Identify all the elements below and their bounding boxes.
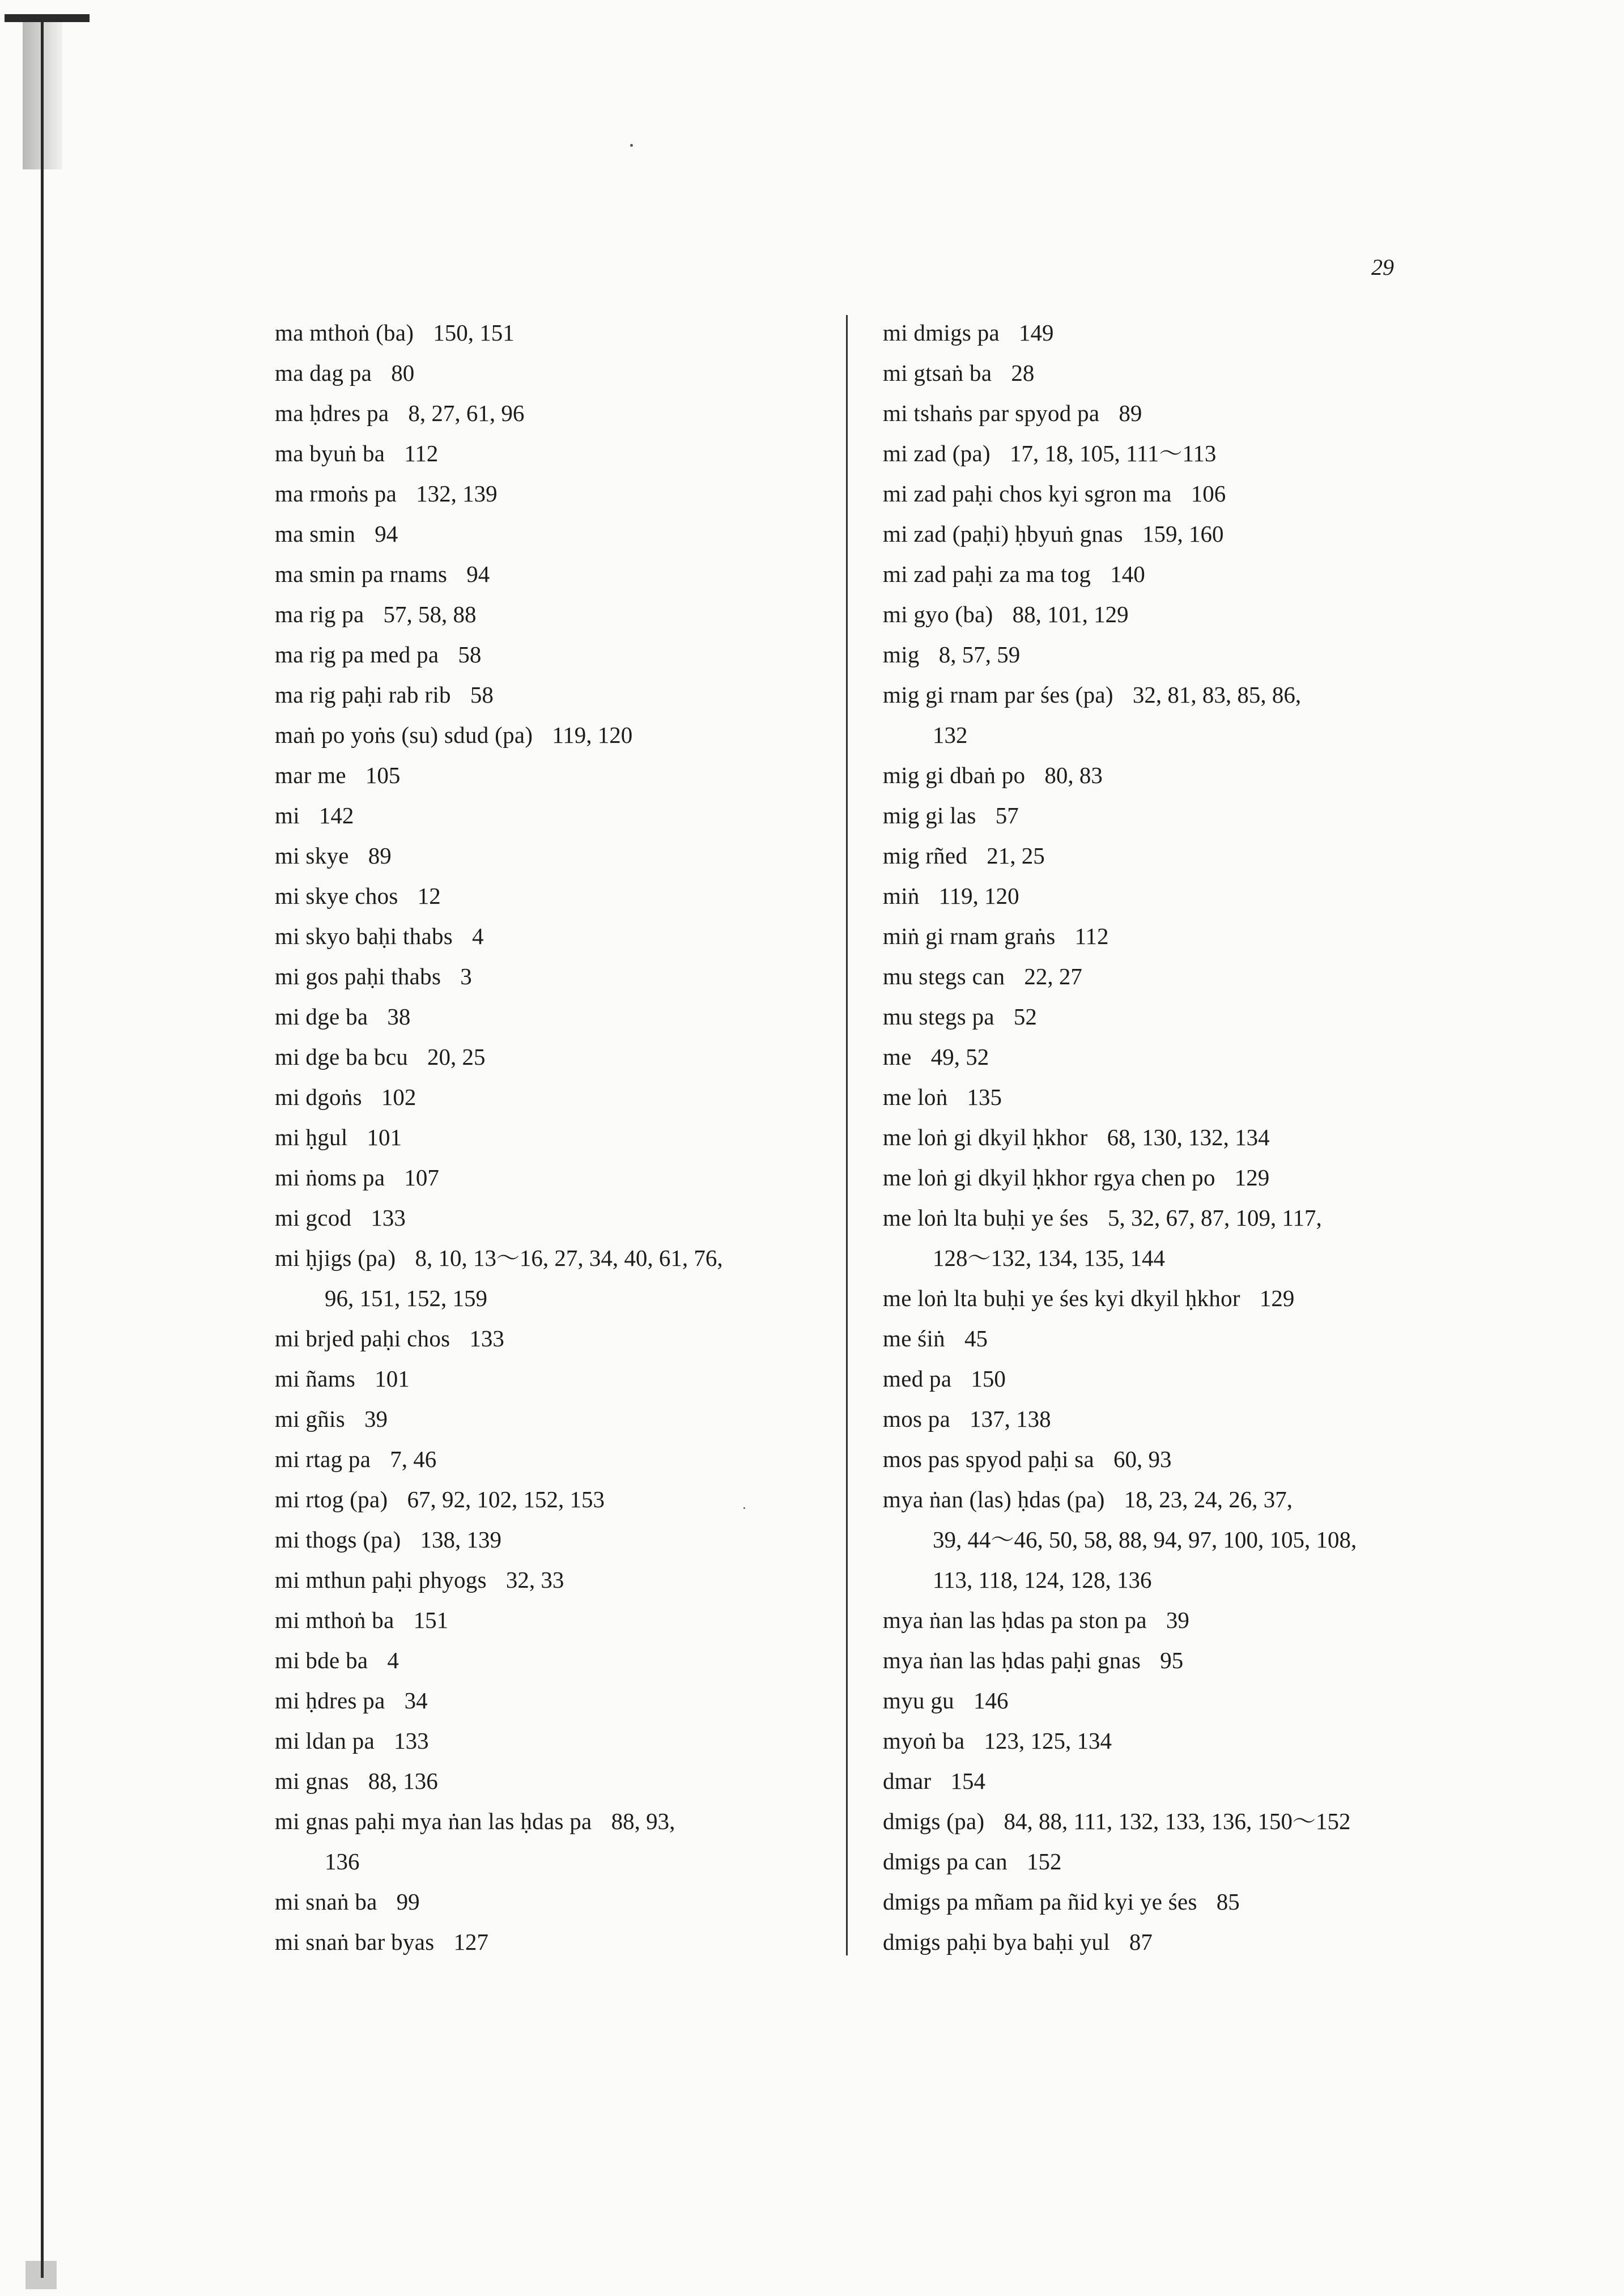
page-references: 28 (1011, 360, 1035, 386)
page-references: 32, 81, 83, 85, 86, (1132, 682, 1302, 708)
index-term: miṅ (883, 883, 920, 909)
index-entry (275, 353, 723, 393)
index-term: mi rtog (pa) (275, 1486, 388, 1512)
index-entry (883, 1600, 1357, 1640)
page-references: 123, 125, 134 (984, 1728, 1112, 1754)
index-entry (275, 796, 723, 836)
page-references: 112 (1074, 923, 1109, 949)
index-entry (275, 675, 723, 715)
index-entry (883, 635, 1357, 675)
index-term: mya ṅan las ḥdas pa ston pa (883, 1607, 1147, 1633)
index-entry (275, 393, 723, 433)
index-term: myoṅ ba (883, 1728, 965, 1754)
page-references: 152 (1026, 1848, 1062, 1874)
page-number: 29 (1371, 254, 1394, 280)
page-references: 39 (364, 1406, 388, 1432)
index-entry (883, 836, 1357, 876)
index-term: mya ṅan las ḥdas paḥi gnas (883, 1647, 1141, 1673)
index-entry (275, 836, 723, 876)
page-references: 84, 88, 111, 132, 133, 136, 150〜152 (1004, 1808, 1351, 1834)
index-term: mig gi las (883, 802, 976, 828)
index-term: mi ḥjigs (pa) (275, 1245, 396, 1271)
page-references: 89 (368, 843, 392, 869)
index-entry (883, 514, 1357, 554)
index-entry (275, 1439, 723, 1479)
index-term: mi ṅoms pa (275, 1164, 385, 1190)
page-references: 87 (1129, 1929, 1153, 1955)
index-term: mi dmigs pa (883, 320, 1000, 346)
index-entry (275, 1600, 723, 1640)
page-references: 85 (1216, 1889, 1240, 1915)
index-term: mi ldan pa (275, 1728, 375, 1754)
index-entry (275, 313, 723, 353)
page-references: 151 (413, 1607, 449, 1633)
index-term: mig rñed (883, 843, 968, 869)
page-references: 119, 120 (938, 883, 1019, 909)
page-references: 17, 18, 105, 111〜113 (1009, 440, 1217, 466)
index-entry (275, 1761, 723, 1801)
index-term: mu stegs pa (883, 1004, 994, 1030)
index-term: ma byuṅ ba (275, 440, 385, 466)
index-term: dmigs paḥi bya baḥi yul (883, 1929, 1110, 1955)
page-references-continued: 96, 151, 152, 159 (325, 1285, 487, 1311)
index-term: me (883, 1044, 912, 1070)
index-entry (275, 1520, 723, 1560)
index-term: mu stegs can (883, 963, 1005, 989)
page-references: 95 (1160, 1647, 1184, 1673)
index-term: mi mthoṅ ba (275, 1607, 394, 1633)
index-term: mi dgoṅs (275, 1084, 362, 1110)
index-entry (883, 1278, 1357, 1319)
index-term: me loṅ gi dkyil ḥkhor rgya chen po (883, 1164, 1215, 1190)
index-entry (275, 1640, 723, 1681)
index-term: mi zad (paḥi) ḥbyuṅ gnas (883, 521, 1123, 547)
index-entry (883, 393, 1357, 433)
index-term: mi zad paḥi chos kyi sgron ma (883, 481, 1172, 507)
page-references: 102 (381, 1084, 416, 1110)
index-entry (883, 353, 1357, 393)
index-entry (275, 1801, 723, 1842)
index-term: mi dge ba bcu (275, 1044, 409, 1070)
page-references: 88, 136 (368, 1768, 438, 1794)
index-term: me loṅ gi dkyil ḥkhor (883, 1124, 1088, 1150)
index-entry (275, 1922, 723, 1962)
page-references: 140 (1110, 561, 1145, 587)
index-term: mi ñams (275, 1366, 356, 1392)
index-entry (275, 876, 723, 916)
index-term: mos pa (883, 1406, 951, 1432)
index-entry (883, 1640, 1357, 1681)
index-entry (275, 1077, 723, 1117)
index-entry (275, 1359, 723, 1399)
index-entry (883, 916, 1357, 956)
page-references: 88, 93, (611, 1808, 675, 1834)
index-entry (883, 1761, 1357, 1801)
index-term: mi snaṅ ba (275, 1889, 377, 1915)
index-entry (883, 1319, 1357, 1359)
page-references: 12 (417, 883, 441, 909)
page-references: 94 (375, 521, 398, 547)
page-references-continued: 113, 118, 124, 128, 136 (933, 1567, 1152, 1593)
index-term: mya ṅan (las) ḥdas (pa) (883, 1486, 1105, 1512)
page-references: 89 (1119, 400, 1142, 426)
index-entry (883, 1158, 1357, 1198)
print-speck (743, 1507, 745, 1509)
index-entry (275, 1681, 723, 1721)
page-references: 101 (367, 1124, 402, 1150)
index-entry (275, 755, 723, 796)
page-references: 149 (1019, 320, 1054, 346)
index-entry (275, 594, 723, 635)
index-term: mi brjed paḥi chos (275, 1325, 450, 1351)
page-references: 99 (396, 1889, 420, 1915)
index-term: mi gnas paḥi mya ṅan las ḥdas pa (275, 1808, 592, 1834)
index-entry (883, 796, 1357, 836)
page-references: 127 (453, 1929, 488, 1955)
page-references: 80, 83 (1044, 762, 1103, 788)
page-references: 39 (1166, 1607, 1189, 1633)
page-references: 45 (964, 1325, 988, 1351)
page-references: 21, 25 (987, 843, 1045, 869)
page-references-continued: 136 (325, 1848, 360, 1874)
index-term: miṅ gi rnam graṅs (883, 923, 1056, 949)
index-entry (275, 1721, 723, 1761)
page-references: 107 (404, 1164, 439, 1190)
index-term: mi zad paḥi za ma tog (883, 561, 1091, 587)
page-references: 57 (995, 802, 1019, 828)
index-entry (275, 916, 723, 956)
index-term: med pa (883, 1366, 952, 1392)
page-references: 133 (469, 1325, 504, 1351)
index-term: mi thogs (pa) (275, 1527, 401, 1553)
index-entry (883, 1842, 1357, 1882)
page-references: 133 (394, 1728, 429, 1754)
column-divider (846, 315, 848, 1955)
index-column-right (883, 313, 1357, 1962)
index-term: mi gtsaṅ ba (883, 360, 992, 386)
index-entry (883, 433, 1357, 474)
index-term: ma rig pa med pa (275, 641, 439, 667)
index-entry (275, 1158, 723, 1198)
index-entry (883, 1037, 1357, 1077)
page-references: 146 (973, 1687, 1009, 1714)
index-entry (275, 1399, 723, 1439)
index-entry (275, 1238, 723, 1278)
index-entry (883, 997, 1357, 1037)
index-term: mig (883, 641, 920, 667)
index-entry (883, 1721, 1357, 1761)
index-entry (275, 715, 723, 755)
page-references: 4 (472, 923, 484, 949)
index-term: mos pas spyod paḥi sa (883, 1446, 1094, 1472)
page-references: 34 (404, 1687, 428, 1714)
page-references: 8, 10, 13〜16, 27, 34, 40, 61, 76, (415, 1245, 723, 1271)
index-entry (275, 997, 723, 1037)
page-references: 133 (371, 1205, 406, 1231)
index-term: mi ḥgul (275, 1124, 348, 1150)
index-term: ma smin (275, 521, 356, 547)
index-term: mi dge ba (275, 1004, 368, 1030)
index-term: mi mthun paḥi phyogs (275, 1567, 487, 1593)
index-term: mi bde ba (275, 1647, 368, 1673)
page-references: 150, 151 (433, 320, 515, 346)
index-entry (275, 1560, 723, 1600)
page-references: 88, 101, 129 (1012, 601, 1129, 627)
index-entry (883, 313, 1357, 353)
index-term: dmar (883, 1768, 932, 1794)
index-term: ma rig pa (275, 601, 364, 627)
page-references: 4 (387, 1647, 399, 1673)
index-entry (275, 433, 723, 474)
index-term: ma smin pa rnams (275, 561, 448, 587)
index-entry (883, 594, 1357, 635)
index-term: ma rig paḥi rab rib (275, 682, 451, 708)
index-entry (883, 1801, 1357, 1842)
index-term: ma dag pa (275, 360, 372, 386)
index-entry (883, 1479, 1357, 1520)
index-term: mi tshaṅs par spyod pa (883, 400, 1100, 426)
index-entry (883, 474, 1357, 514)
page-references: 106 (1191, 481, 1226, 507)
index-term: dmigs pa can (883, 1848, 1007, 1874)
page-references: 132, 139 (416, 481, 498, 507)
page-references: 60, 93 (1113, 1446, 1172, 1472)
page-references: 137, 138 (970, 1406, 1051, 1432)
page-references: 49, 52 (930, 1044, 989, 1070)
index-entry (275, 635, 723, 675)
page-references: 142 (318, 802, 354, 828)
index-term: me loṅ lta buḥi ye śes (883, 1205, 1089, 1231)
page-references: 57, 58, 88 (383, 601, 477, 627)
index-term: mi skye (275, 843, 349, 869)
page-references: 112 (404, 440, 439, 466)
page-references: 32, 33 (505, 1567, 564, 1593)
page-references: 129 (1259, 1285, 1295, 1311)
index-entry (883, 1439, 1357, 1479)
index-term: maṅ po yoṅs (su) sdud (pa) (275, 722, 533, 748)
index-term: mig gi rnam par śes (pa) (883, 682, 1113, 708)
page-references: 7, 46 (390, 1446, 437, 1472)
binding-edge-bottom (25, 2261, 57, 2289)
print-speck (630, 144, 633, 147)
index-entry (883, 755, 1357, 796)
index-term: mi skyo baḥi thabs (275, 923, 453, 949)
index-entry (883, 1681, 1357, 1721)
index-entry (883, 554, 1357, 594)
index-term: mi gnas (275, 1768, 349, 1794)
page-references: 52 (1013, 1004, 1037, 1030)
page-references: 5, 32, 67, 87, 109, 117, (1108, 1205, 1322, 1231)
index-entry (883, 1077, 1357, 1117)
page-references: 58 (458, 641, 482, 667)
index-entry (883, 876, 1357, 916)
page-references: 38 (387, 1004, 411, 1030)
page-references-continued: 132 (933, 722, 968, 748)
index-term: ma rmoṅs pa (275, 481, 397, 507)
index-term: ma ḥdres pa (275, 400, 389, 426)
page-references: 138, 139 (420, 1527, 502, 1553)
binding-edge (41, 17, 44, 2278)
page-references: 18, 23, 24, 26, 37, (1124, 1486, 1293, 1512)
index-term: mi gos paḥi thabs (275, 963, 441, 989)
index-entry (883, 675, 1357, 715)
index-entry (883, 1882, 1357, 1922)
index-term: mi snaṅ bar byas (275, 1929, 435, 1955)
page-references: 58 (470, 682, 494, 708)
page-references: 105 (365, 762, 401, 788)
index-entry (883, 956, 1357, 997)
index-term: mi zad (pa) (883, 440, 990, 466)
index-entry (883, 1399, 1357, 1439)
page-references: 67, 92, 102, 152, 153 (407, 1486, 605, 1512)
index-entry (275, 1037, 723, 1077)
index-entry (275, 1117, 723, 1158)
page-references: 20, 25 (427, 1044, 486, 1070)
index-term: me śiṅ (883, 1325, 945, 1351)
index-term: mi rtag pa (275, 1446, 371, 1472)
page-references-continued: 128〜132, 134, 135, 144 (933, 1245, 1165, 1271)
index-term: mig gi dbaṅ po (883, 762, 1026, 788)
page-references: 154 (950, 1768, 985, 1794)
index-term: me loṅ (883, 1084, 948, 1110)
index-column-left (275, 313, 723, 1962)
page-references-continued: 39, 44〜46, 50, 58, 88, 94, 97, 100, 105, 108, (933, 1527, 1357, 1553)
index-term: mi gñis (275, 1406, 345, 1432)
index-entry (883, 1359, 1357, 1399)
index-entry (275, 1479, 723, 1520)
index-entry (883, 1922, 1357, 1962)
page-references: 8, 57, 59 (938, 641, 1021, 667)
binding-edge-top (5, 14, 90, 22)
index-term: mi gcod (275, 1205, 352, 1231)
index-term: myu gu (883, 1687, 954, 1714)
page-references: 101 (375, 1366, 410, 1392)
page-references: 80 (391, 360, 415, 386)
index-term: mi ḥdres pa (275, 1687, 385, 1714)
page-references: 159, 160 (1142, 521, 1224, 547)
page-references: 94 (466, 561, 490, 587)
index-term: ma mthoṅ (ba) (275, 320, 414, 346)
index-entry (275, 956, 723, 997)
index-term: me loṅ lta buḥi ye śes kyi dkyil ḥkhor (883, 1285, 1240, 1311)
page-references: 22, 27 (1024, 963, 1082, 989)
index-entry (275, 1319, 723, 1359)
index-term: mi gyo (ba) (883, 601, 993, 627)
page-references: 8, 27, 61, 96 (408, 400, 525, 426)
page-references: 129 (1234, 1164, 1270, 1190)
page-references: 135 (967, 1084, 1002, 1110)
index-term: mi (275, 802, 300, 828)
index-entry (275, 514, 723, 554)
index-entry (275, 1882, 723, 1922)
index-entry (275, 1198, 723, 1238)
index-entry (883, 1198, 1357, 1238)
index-entry (275, 474, 723, 514)
index-term: mi skye chos (275, 883, 398, 909)
index-entry (275, 554, 723, 594)
index-entry (883, 1117, 1357, 1158)
index-term: mar me (275, 762, 346, 788)
index-term: dmigs pa mñam pa ñid kyi ye śes (883, 1889, 1197, 1915)
index-term: dmigs (pa) (883, 1808, 985, 1834)
page-references: 119, 120 (552, 722, 633, 748)
page-references: 150 (971, 1366, 1006, 1392)
page-references: 3 (460, 963, 472, 989)
page-references: 68, 130, 132, 134 (1107, 1124, 1270, 1150)
